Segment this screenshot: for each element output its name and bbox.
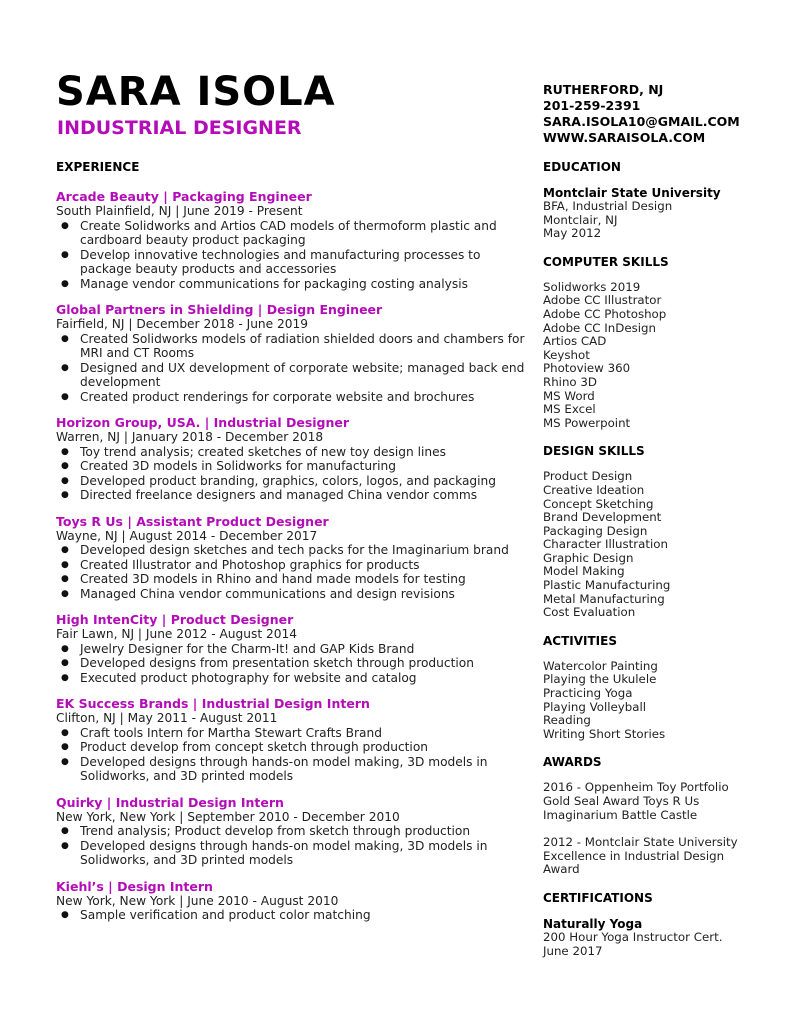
computer-skill-item: Adobe CC InDesign (543, 320, 656, 335)
contact-website[interactable]: WWW.SARAISOLA.COM (543, 130, 706, 145)
job-entry-meta: New York, New York | September 2010 - December 2010 (56, 809, 400, 824)
job-bullet: ● Manage vendor communications for packaging costing analysis (56, 277, 526, 292)
job-entry-meta: South Plainfield, NJ | June 2019 - Present (56, 204, 303, 218)
computer-skills-heading: COMPUTER SKILLS (543, 254, 669, 269)
job-bullet: ● Directed freelance designers and managed China vendor comms (56, 488, 526, 503)
job-bullet: ● Toy trend analysis; created sketches of new toy design lines (56, 445, 526, 460)
design-skills-heading: DESIGN SKILLS (543, 444, 645, 459)
job-bullet: ● Trend analysis; Product develop from sketch through production (56, 824, 526, 839)
job-bullet: ● Created 3D models in Rhino and hand made models for testing (56, 572, 526, 587)
activity-item: Playing the Ukulele (543, 672, 657, 687)
job-bullet: ● Developed designs through hands-on model making, 3D models in Solidworks, and 3D printed models (56, 755, 526, 784)
job-bullet-list (56, 908, 526, 923)
computer-skill-item: Solidworks 2019 (543, 279, 641, 294)
job-entry (56, 189, 526, 291)
activity-item: Playing Volleyball (543, 699, 647, 714)
certification-line: June 2017 (543, 943, 603, 958)
education-section (543, 160, 753, 241)
job-bullet: ● Executed product photography for website and catalog (56, 671, 526, 686)
job-entry-title: EK Success Brands | Industrial Design Intern (56, 696, 370, 711)
award-spacer (543, 822, 753, 836)
computer-skill-item: MS Powerpoint (543, 415, 631, 430)
job-entry-title: Horizon Group, USA. | Industrial Designer (56, 415, 350, 430)
job-bullet-list (56, 219, 526, 292)
job-bullet: ● Managed China vendor communications and design revisions (56, 587, 526, 602)
degree: BFA, Industrial Design (543, 199, 673, 213)
job-entry-title: Toys R Us | Assistant Product Designer (56, 513, 329, 529)
job-bullet: ● Created Illustrator and Photoshop graphics for products (56, 558, 526, 573)
activity-item: Watercolor Painting (543, 658, 658, 673)
job-bullet: ● Product develop from concept sketch through production (56, 740, 526, 755)
design-skill-item: Product Design (543, 469, 633, 484)
job-entry-title: Quirky | Industrial Design Intern (56, 794, 284, 810)
job-list (56, 189, 526, 923)
design-skill-item: Packaging Design (543, 523, 648, 538)
certification-line: 200 Hour Yoga Instructor Cert. (543, 929, 723, 944)
certifications-heading: CERTIFICATIONS (543, 890, 653, 905)
computer-skill-item: Adobe CC Illustrator (543, 293, 662, 308)
job-entry (56, 696, 526, 784)
job-bullet: ● Created product renderings for corporate website and brochures (56, 390, 526, 405)
job-bullet: ● Developed design sketches and tech packs for the Imaginarium brand (56, 543, 526, 558)
job-bullet: ● Jewelry Designer for the Charm-It! and GAP Kids Brand (56, 642, 526, 657)
job-bullet-list (56, 543, 526, 601)
design-skill-item: Graphic Design (543, 550, 634, 565)
job-entry-meta: Clifton, NJ | May 2011 - August 2011 (56, 711, 278, 725)
graduation-date: May 2012 (543, 226, 602, 241)
job-entry (56, 795, 526, 868)
job-bullet: ● Craft tools Intern for Martha Stewart Crafts Brand (56, 726, 526, 741)
job-entry (56, 612, 526, 685)
award-line: Excellence in Industrial Design (543, 848, 725, 863)
job-bullet-list (56, 642, 526, 686)
computer-skill-item: Rhino 3D (543, 374, 597, 389)
award-line: 2012 - Montclair State University (543, 835, 738, 850)
experience-heading: EXPERIENCE (56, 160, 140, 174)
activity-item: Writing Short Stories (543, 726, 666, 741)
activities-section (543, 634, 753, 742)
job-bullet: ● Designed and UX development of corporate website; managed back end development (56, 361, 526, 390)
certifications-section (543, 891, 753, 958)
contact-phone: 201-259-2391 (543, 98, 641, 113)
computer-skill-item: Adobe CC Photoshop (543, 306, 667, 321)
school-name: Montclair State University (543, 186, 721, 200)
design-skill-item: Metal Manufacturing (543, 591, 665, 606)
job-bullet: ● Create Solidworks and Artios CAD models of thermoform plastic and cardboard beauty product packaging (56, 219, 526, 248)
job-bullet: ● Created 3D models in Solidworks for manufacturing (56, 459, 526, 474)
job-entry-meta: Wayne, NJ | August 2014 - December 2017 (56, 528, 318, 543)
design-skill-item: Character Illustration (543, 537, 668, 552)
computer-skill-item: MS Excel (543, 402, 596, 417)
design-skills-section (543, 444, 753, 620)
job-entry (56, 879, 526, 923)
computer-skill-item: Artios CAD (543, 334, 607, 349)
job-entry-title: Global Partners in Shielding | Design Engineer (56, 302, 383, 317)
job-entry (56, 302, 526, 404)
job-entry-meta: Warren, NJ | January 2018 - December 2018 (56, 430, 324, 444)
award-line: Gold Seal Award Toys R Us (543, 794, 700, 808)
job-entry-title: Arcade Beauty | Packaging Engineer (56, 189, 312, 204)
experience-column (56, 160, 526, 934)
computer-skill-item: Photoview 360 (543, 361, 631, 376)
job-bullet: ● Sample verification and product color matching (56, 908, 526, 923)
job-entry (56, 514, 526, 602)
contact-email[interactable]: SARA.ISOLA10@GMAIL.COM (543, 114, 740, 129)
job-bullet-list (56, 445, 526, 503)
design-skill-item: Creative Ideation (543, 482, 645, 497)
contact-location: RUTHERFORD, NJ (543, 82, 664, 97)
design-skill-item: Brand Development (543, 510, 662, 525)
contact-block (543, 82, 740, 146)
activity-item: Practicing Yoga (543, 686, 633, 701)
sidebar-column (543, 160, 753, 972)
computer-skill-item: MS Word (543, 388, 595, 403)
design-skill-item: Plastic Manufacturing (543, 578, 671, 593)
job-bullet-list (56, 824, 526, 868)
design-skill-item: Model Making (543, 564, 625, 579)
job-entry-meta: Fairfield, NJ | December 2018 - June 2019 (56, 317, 309, 331)
job-bullet: ● Develop innovative technologies and manufacturing processes to package beauty products and accessories (56, 248, 526, 277)
job-entry (56, 415, 526, 503)
activity-item: Reading (543, 713, 591, 728)
education-heading: EDUCATION (543, 160, 621, 174)
awards-heading: AWARDS (543, 755, 602, 770)
job-entry-title: Kiehl’s | Design Intern (56, 878, 213, 894)
candidate-name: SARA ISOLA (56, 69, 336, 115)
design-skill-item: Concept Sketching (543, 496, 654, 511)
award-line: Award (543, 862, 580, 877)
job-bullet-list (56, 726, 526, 784)
computer-skill-item: Keyshot (543, 347, 590, 362)
job-bullet: ● Developed designs through hands-on model making, 3D models in Solidworks, and 3D printed models (56, 839, 526, 868)
award-line: 2016 - Oppenheim Toy Portfolio (543, 780, 729, 795)
job-bullet: ● Developed designs from presentation sketch through production (56, 656, 526, 671)
job-entry-title: High IntenCity | Product Designer (56, 612, 294, 627)
award-line: Imaginarium Battle Castle (543, 807, 698, 822)
design-skill-item: Cost Evaluation (543, 605, 636, 620)
computer-skills-section (543, 255, 753, 431)
certification-name: Naturally Yoga (543, 916, 643, 931)
job-entry-meta: New York, New York | June 2010 - August 2010 (56, 893, 339, 908)
job-bullet: ● Created Solidworks models of radiation shielded doors and chambers for MRI and CT Rooms (56, 332, 526, 361)
job-bullet: ● Developed product branding, graphics, colors, logos, and packaging (56, 474, 526, 489)
awards-section (543, 755, 753, 877)
activities-heading: ACTIVITIES (543, 633, 617, 648)
job-entry-meta: Fair Lawn, NJ | June 2012 - August 2014 (56, 627, 298, 641)
school-location: Montclair, NJ (543, 212, 618, 227)
job-title-heading: INDUSTRIAL DESIGNER (57, 117, 302, 139)
job-bullet-list (56, 332, 526, 405)
